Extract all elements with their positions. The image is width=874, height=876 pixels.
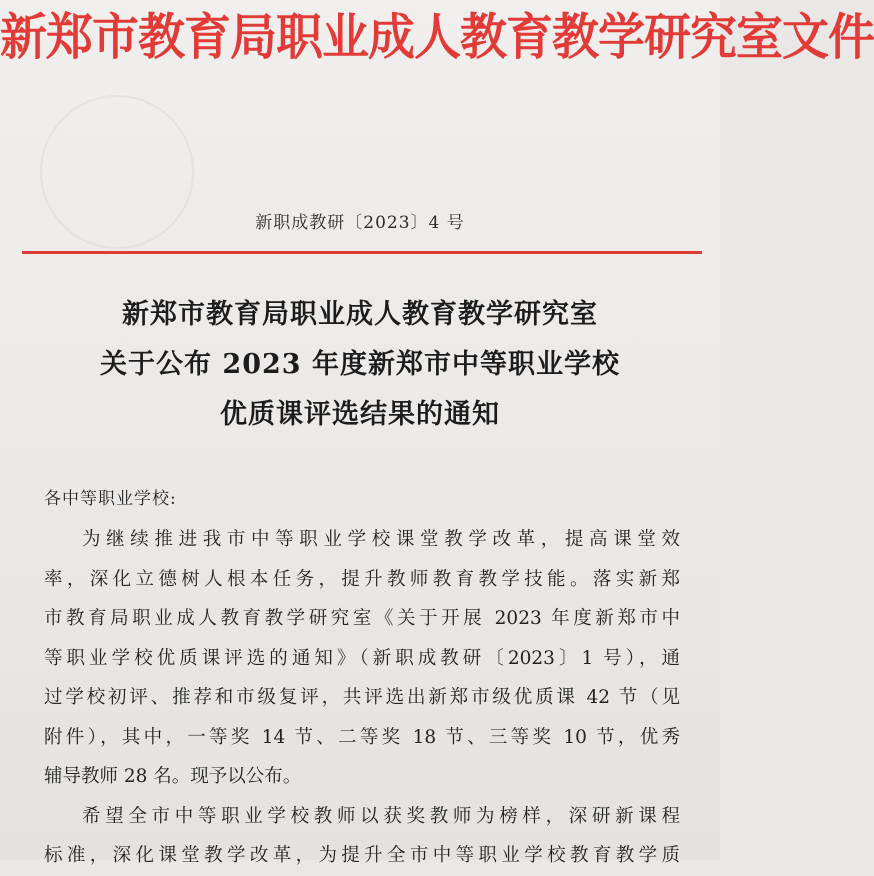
body-line: 希望全市中等职业学校教师以获奖教师为榜样，深研新课程 xyxy=(82,805,680,827)
body-paragraphs xyxy=(44,520,680,876)
notice-title xyxy=(0,290,720,440)
body-line: 率，深化立德树人根本任务，提升教师教育教学技能。落实新郑 xyxy=(44,568,680,590)
title-line-1: 新郑市教育局职业成人教育教学研究室 xyxy=(122,299,598,330)
body-line: 等职业学校优质课评选的通知》（新职成教研〔2023〕1 号），通 xyxy=(44,647,680,669)
body-line: 辅导教师 28 名。现予以公布。 xyxy=(44,766,302,787)
title-line-2: 关于公布 2023 年度新郑市中等职业学校 xyxy=(100,349,620,380)
red-header-title: 新郑市教育局职业成人教育教学研究室文件 xyxy=(0,8,874,67)
document-number: 新职成教研〔2023〕4 号 xyxy=(255,213,465,233)
body-line: 市教育局职业成人教育教学研究室《关于开展 2023 年度新郑市中 xyxy=(44,608,680,629)
body-line: 为继续推进我市中等职业学校课堂教学改革，提高课堂效 xyxy=(82,529,680,550)
body-line: 标准，深化课堂教学改革，为提升全市中等职业学校教育教学质 xyxy=(44,845,680,866)
salutation: 各中等职业学校: xyxy=(44,489,177,509)
body-line: 附件），其中，一等奖 14 节、二等奖 18 节、三等奖 10 节，优秀 xyxy=(44,726,680,748)
title-line-3: 优质课评选结果的通知 xyxy=(220,399,500,430)
body-line: 过学校初评、推荐和市级复评，共评选出新郑市级优质课 42 节（见 xyxy=(44,687,680,708)
red-divider-line xyxy=(22,251,702,254)
